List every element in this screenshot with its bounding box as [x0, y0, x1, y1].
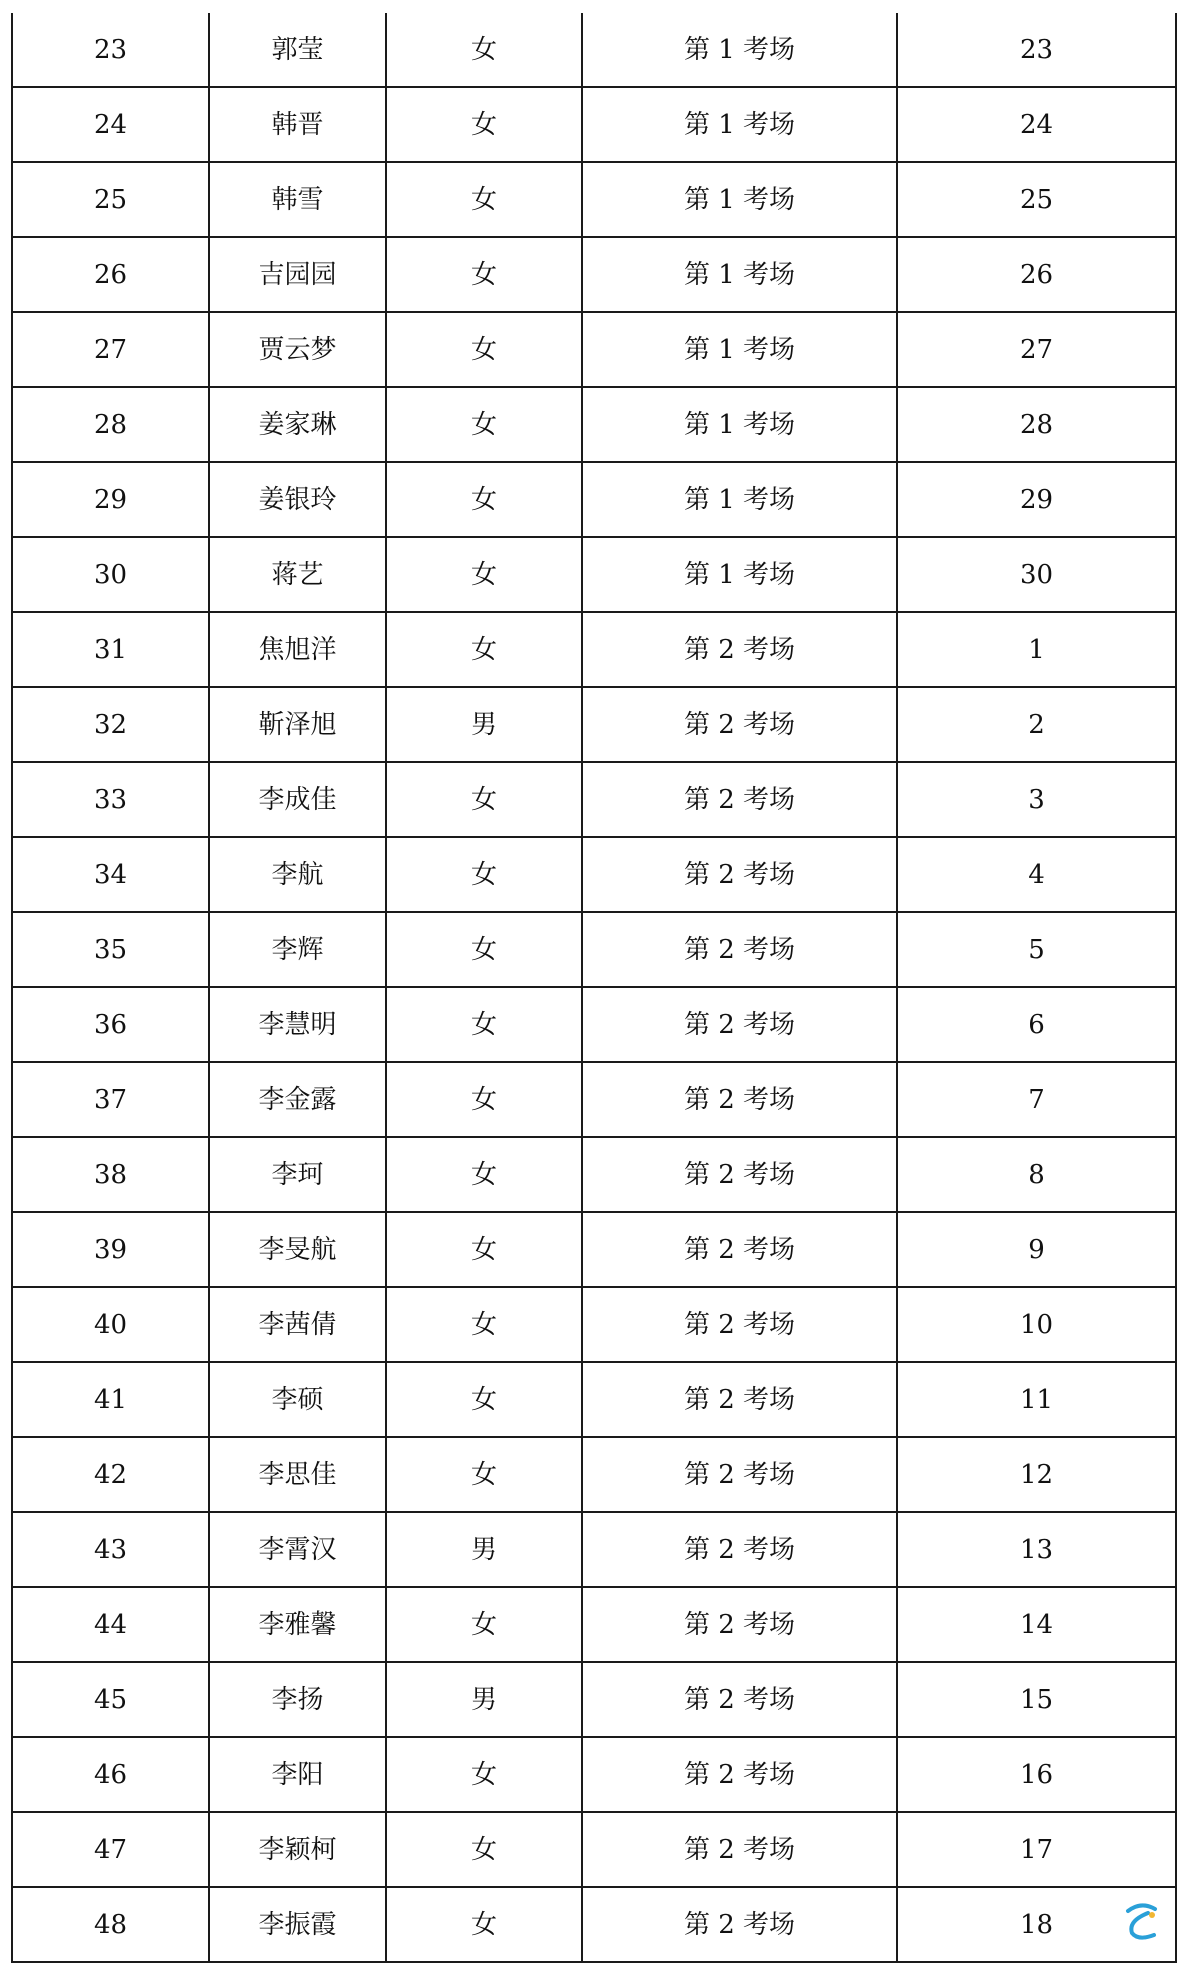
table-row — [12, 1437, 1176, 1512]
cell-exam-room: 第 2 考场 — [582, 687, 897, 762]
table-row — [12, 1512, 1176, 1587]
table-row — [12, 1212, 1176, 1287]
cell-gender: 女 — [386, 837, 582, 912]
cell-exam-room: 第 2 考场 — [582, 762, 897, 837]
cell-seat-number: 11 — [897, 1362, 1176, 1437]
cell-number: 33 — [12, 762, 209, 837]
cell-gender: 女 — [386, 1212, 582, 1287]
cell-name: 李航 — [209, 837, 386, 912]
cell-exam-room: 第 1 考场 — [582, 13, 897, 87]
cell-number: 47 — [12, 1812, 209, 1887]
table-row — [12, 387, 1176, 462]
cell-seat-number: 4 — [897, 837, 1176, 912]
table-row — [12, 1662, 1176, 1737]
cell-exam-room: 第 2 考场 — [582, 1362, 897, 1437]
table-row — [12, 1887, 1176, 1962]
cell-number: 38 — [12, 1137, 209, 1212]
cell-name: 李珂 — [209, 1137, 386, 1212]
table-row — [12, 13, 1176, 87]
cell-seat-number: 15 — [897, 1662, 1176, 1737]
cell-number: 39 — [12, 1212, 209, 1287]
cell-number: 27 — [12, 312, 209, 387]
cell-seat-number: 17 — [897, 1812, 1176, 1887]
cell-exam-room: 第 2 考场 — [582, 612, 897, 687]
cell-seat-number: 6 — [897, 987, 1176, 1062]
cell-name: 李成佳 — [209, 762, 386, 837]
cell-exam-room: 第 2 考场 — [582, 987, 897, 1062]
cell-seat-number: 7 — [897, 1062, 1176, 1137]
cell-gender: 女 — [386, 237, 582, 312]
cell-seat-number: 18 — [897, 1887, 1176, 1962]
cell-seat-number: 23 — [897, 13, 1176, 87]
cell-name: 李扬 — [209, 1662, 386, 1737]
cell-gender: 女 — [386, 87, 582, 162]
cell-number: 48 — [12, 1887, 209, 1962]
cell-name: 李硕 — [209, 1362, 386, 1437]
cell-exam-room: 第 2 考场 — [582, 1062, 897, 1137]
cell-number: 26 — [12, 237, 209, 312]
cell-number: 23 — [12, 13, 209, 87]
cell-gender: 女 — [386, 162, 582, 237]
cell-exam-room: 第 2 考场 — [582, 1587, 897, 1662]
cell-gender: 男 — [386, 1662, 582, 1737]
cell-number: 30 — [12, 537, 209, 612]
cell-number: 32 — [12, 687, 209, 762]
cell-exam-room: 第 2 考场 — [582, 1737, 897, 1812]
cell-gender: 女 — [386, 612, 582, 687]
cell-seat-number: 12 — [897, 1437, 1176, 1512]
cell-gender: 女 — [386, 987, 582, 1062]
cell-number: 37 — [12, 1062, 209, 1137]
cell-number: 25 — [12, 162, 209, 237]
cell-seat-number: 1 — [897, 612, 1176, 687]
table-row — [12, 1287, 1176, 1362]
cell-name: 韩晋 — [209, 87, 386, 162]
table-row — [12, 1812, 1176, 1887]
cell-exam-room: 第 1 考场 — [582, 312, 897, 387]
cell-gender: 女 — [386, 1812, 582, 1887]
cell-number: 29 — [12, 462, 209, 537]
cell-number: 34 — [12, 837, 209, 912]
cell-seat-number: 10 — [897, 1287, 1176, 1362]
cell-number: 40 — [12, 1287, 209, 1362]
roster-body — [12, 13, 1176, 1962]
watermark-logo-icon — [1118, 1899, 1164, 1945]
cell-seat-number: 3 — [897, 762, 1176, 837]
cell-exam-room: 第 1 考场 — [582, 162, 897, 237]
table-row — [12, 312, 1176, 387]
cell-number: 44 — [12, 1587, 209, 1662]
cell-exam-room: 第 1 考场 — [582, 537, 897, 612]
cell-exam-room: 第 2 考场 — [582, 1662, 897, 1737]
table-row — [12, 912, 1176, 987]
table-row — [12, 1062, 1176, 1137]
cell-name: 韩雪 — [209, 162, 386, 237]
cell-name: 李辉 — [209, 912, 386, 987]
cell-name: 焦旭洋 — [209, 612, 386, 687]
cell-seat-number: 25 — [897, 162, 1176, 237]
cell-exam-room: 第 2 考场 — [582, 837, 897, 912]
cell-number: 45 — [12, 1662, 209, 1737]
cell-name: 李霄汉 — [209, 1512, 386, 1587]
cell-name: 吉园园 — [209, 237, 386, 312]
table-row — [12, 1737, 1176, 1812]
cell-name: 贾云梦 — [209, 312, 386, 387]
cell-seat-number: 24 — [897, 87, 1176, 162]
cell-gender: 女 — [386, 1062, 582, 1137]
table-row — [12, 162, 1176, 237]
cell-gender: 女 — [386, 912, 582, 987]
cell-gender: 女 — [386, 537, 582, 612]
cell-name: 李茜倩 — [209, 1287, 386, 1362]
cell-number: 46 — [12, 1737, 209, 1812]
cell-exam-room: 第 1 考场 — [582, 237, 897, 312]
cell-gender: 女 — [386, 1287, 582, 1362]
cell-name: 姜银玲 — [209, 462, 386, 537]
cell-seat-number: 9 — [897, 1212, 1176, 1287]
cell-gender: 女 — [386, 1887, 582, 1962]
cell-exam-room: 第 2 考场 — [582, 1512, 897, 1587]
cell-name: 李思佳 — [209, 1437, 386, 1512]
cell-seat-number: 27 — [897, 312, 1176, 387]
cell-name: 李颖柯 — [209, 1812, 386, 1887]
cell-name: 靳泽旭 — [209, 687, 386, 762]
cell-gender: 女 — [386, 1737, 582, 1812]
cell-exam-room: 第 1 考场 — [582, 87, 897, 162]
candidate-roster-table — [11, 13, 1177, 1963]
cell-gender: 男 — [386, 687, 582, 762]
cell-gender: 女 — [386, 462, 582, 537]
cell-number: 35 — [12, 912, 209, 987]
cell-gender: 女 — [386, 13, 582, 87]
cell-exam-room: 第 1 考场 — [582, 462, 897, 537]
cell-number: 43 — [12, 1512, 209, 1587]
cell-gender: 女 — [386, 312, 582, 387]
cell-exam-room: 第 2 考场 — [582, 1887, 897, 1962]
cell-name: 李金露 — [209, 1062, 386, 1137]
cell-seat-number: 14 — [897, 1587, 1176, 1662]
cell-exam-room: 第 2 考场 — [582, 1812, 897, 1887]
cell-number: 36 — [12, 987, 209, 1062]
cell-number: 42 — [12, 1437, 209, 1512]
cell-seat-number: 28 — [897, 387, 1176, 462]
cell-name: 李阳 — [209, 1737, 386, 1812]
cell-seat-number: 2 — [897, 687, 1176, 762]
cell-seat-number: 8 — [897, 1137, 1176, 1212]
table-row — [12, 687, 1176, 762]
table-row — [12, 237, 1176, 312]
cell-name: 郭莹 — [209, 13, 386, 87]
cell-seat-number: 26 — [897, 237, 1176, 312]
cell-exam-room: 第 2 考场 — [582, 1287, 897, 1362]
cell-exam-room: 第 2 考场 — [582, 1137, 897, 1212]
cell-exam-room: 第 2 考场 — [582, 1437, 897, 1512]
cell-name: 李振霞 — [209, 1887, 386, 1962]
cell-exam-room: 第 2 考场 — [582, 912, 897, 987]
table-row — [12, 612, 1176, 687]
cell-seat-number: 29 — [897, 462, 1176, 537]
table-row — [12, 987, 1176, 1062]
cell-exam-room: 第 1 考场 — [582, 387, 897, 462]
cell-exam-room: 第 2 考场 — [582, 1212, 897, 1287]
cell-name: 姜家琳 — [209, 387, 386, 462]
cell-gender: 女 — [386, 762, 582, 837]
table-row — [12, 1362, 1176, 1437]
cell-name: 李旻航 — [209, 1212, 386, 1287]
cell-name: 李慧明 — [209, 987, 386, 1062]
table-row — [12, 537, 1176, 612]
cell-seat-number: 13 — [897, 1512, 1176, 1587]
table-row — [12, 462, 1176, 537]
cell-gender: 女 — [386, 1587, 582, 1662]
cell-name: 李雅馨 — [209, 1587, 386, 1662]
cell-seat-number: 16 — [897, 1737, 1176, 1812]
table-row — [12, 87, 1176, 162]
table-row — [12, 1137, 1176, 1212]
cell-name: 蒋艺 — [209, 537, 386, 612]
cell-gender: 女 — [386, 387, 582, 462]
cell-gender: 女 — [386, 1437, 582, 1512]
cell-number: 31 — [12, 612, 209, 687]
cell-gender: 男 — [386, 1512, 582, 1587]
table-row — [12, 762, 1176, 837]
table-row — [12, 1587, 1176, 1662]
cell-number: 28 — [12, 387, 209, 462]
cell-number: 24 — [12, 87, 209, 162]
cell-gender: 女 — [386, 1362, 582, 1437]
cell-gender: 女 — [386, 1137, 582, 1212]
cell-number: 41 — [12, 1362, 209, 1437]
cell-seat-number: 30 — [897, 537, 1176, 612]
table-row — [12, 837, 1176, 912]
cell-seat-number: 5 — [897, 912, 1176, 987]
